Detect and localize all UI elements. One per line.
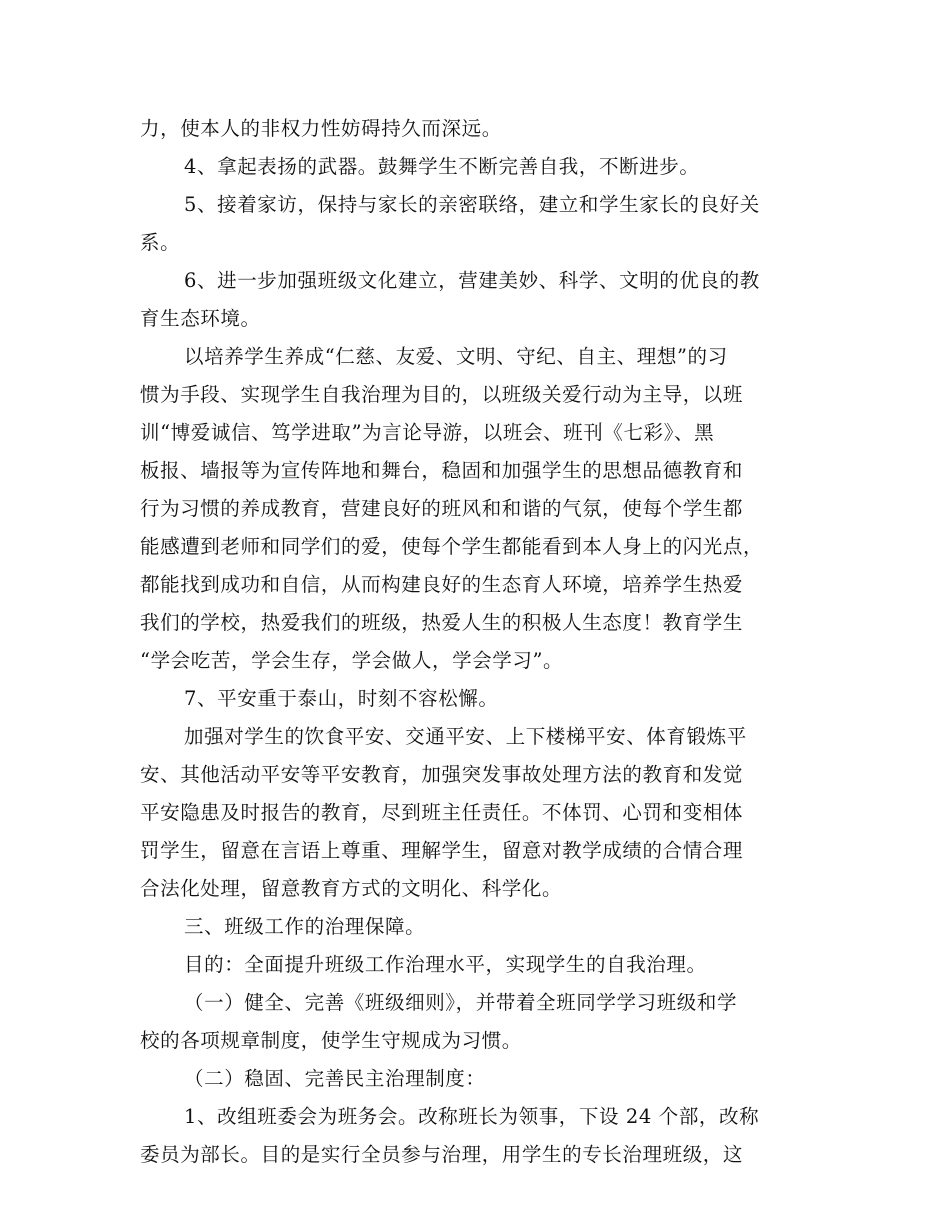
text-line: （一）健全、完善《班级细则》，并带着全班同学学习班级和学	[184, 991, 738, 1014]
text-line: 我们的学校，热爱我们的班级，热爱人生的积极人生态度！教育学生	[140, 611, 744, 634]
text-line: 合法化处理，留意教育方式的文明化、科学化。	[140, 877, 563, 900]
text-line: 惯为手段、实现学生自我治理为目的，以班级关爱行动为主导，以班	[140, 383, 744, 406]
text-line: “学会吃苦，学会生存，学会做人，学会学习”。	[140, 649, 564, 672]
text-line: 行为习惯的养成教育，营建良好的班风和和谐的气氛，使每个学生都	[140, 497, 744, 520]
text-line: 6、进一步加强班级文化建立，营建美妙、科学、文明的优良的教	[184, 269, 760, 292]
text-line: 目的：全面提升班级工作治理水平，实现学生的自我治理。	[184, 953, 707, 976]
text-line: 平安隐患及时报告的教育，尽到班主任责任。不体罚、心罚和变相体	[140, 801, 744, 824]
text-line: 4、拿起表扬的武器。鼓舞学生不断完善自我，不断进步。	[184, 155, 700, 178]
text-line: 都能找到成功和自信，从而构建良好的生态育人环境，培养学生热爱	[140, 573, 744, 596]
text-line: （二）稳固、完善民主治理制度：	[184, 1067, 486, 1090]
text-line: 三、班级工作的治理保障。	[184, 915, 426, 938]
text-line: 育生态环境。	[140, 307, 261, 330]
text-line: 系。	[140, 231, 181, 254]
text-line: 板报、墙报等为宣传阵地和舞台，稳固和加强学生的思想品德教育和	[140, 459, 744, 482]
text-line: 校的各项规章制度，使学生守规成为习惯。	[140, 1029, 522, 1052]
text-line: 7、平安重于泰山，时刻不容松懈。	[184, 687, 499, 710]
text-line: 安、其他活动平安等平安教育，加强突发事故处理方法的教育和发觉	[140, 763, 744, 786]
text-line: 1、改组班委会为班务会。改称班长为领事，下设 24 个部，改称	[184, 1105, 760, 1128]
text-line: 能感遭到老师和同学们的爱，使每个学生都能看到本人身上的闪光点，	[140, 535, 764, 558]
text-line: 5、接着家访，保持与家长的亲密联络，建立和学生家长的良好关	[184, 193, 760, 216]
text-line: 加强对学生的饮食平安、交通平安、上下楼梯平安、体育锻炼平	[184, 725, 747, 748]
text-line: 罚学生，留意在言语上尊重、理解学生，留意对教学成绩的合情合理	[140, 839, 744, 862]
text-line: 训“博爱诚信、笃学进取”为言论导游，以班会、班刊《七彩》、黑	[140, 421, 715, 444]
text-line: 以培养学生养成“仁慈、友爱、文明、守纪、自主、理想”的习	[184, 345, 728, 368]
text-line: 委员为部长。目的是实行全员参与治理，用学生的专长治理班级，这	[140, 1143, 744, 1166]
text-line: 力，使本人的非权力性妨碍持久而深远。	[140, 117, 502, 140]
